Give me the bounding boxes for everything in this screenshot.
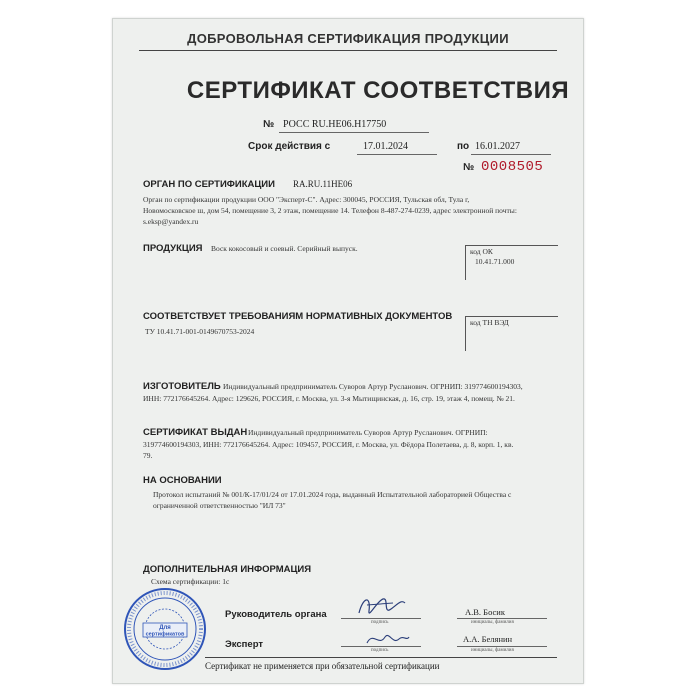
organ-label: ОРГАН ПО СЕРТИФИКАЦИИ bbox=[143, 179, 275, 190]
expert-name: А.А. Белянин bbox=[463, 634, 513, 644]
certificate-sheet bbox=[112, 18, 584, 684]
certificate-title: СЕРТИФИКАТ СООТВЕТСТВИЯ bbox=[186, 77, 570, 104]
product-label: ПРОДУКЦИЯ bbox=[143, 243, 203, 254]
header-divider bbox=[139, 50, 557, 51]
ok-code-label: код ОК bbox=[470, 247, 493, 256]
expert-name-caption: инициалы, фамилия bbox=[471, 648, 514, 653]
validity-label: Срок действия с bbox=[248, 141, 331, 152]
head-name-caption: инициалы, фамилия bbox=[471, 620, 514, 625]
stamp-text-2: сертификатов bbox=[145, 631, 185, 638]
norms-value: ТУ 10.41.71-001-0149670753-2024 bbox=[145, 327, 255, 336]
organ-line-3: s.eksp@yandex.ru bbox=[143, 217, 199, 226]
manufacturer-line-2: ИНН: 772176645264. Адрес: 129626, РОССИЯ, г. Москва, ул. 3-я Мытищинская, д. 16, стр. 19, этаж 4, помещ. № 21. bbox=[143, 394, 515, 403]
reg-underline bbox=[279, 132, 429, 133]
norms-label: СООТВЕТСТВУЕТ ТРЕБОВАНИЯМ НОРМАТИВНЫХ ДОКУМЕНТОВ bbox=[143, 311, 453, 322]
head-label: Руководитель органа bbox=[225, 609, 327, 620]
validity-to-underline bbox=[471, 154, 551, 155]
issued-label: СЕРТИФИКАТ ВЫДАН bbox=[143, 427, 248, 438]
extra-info-value: Схема сертификации: 1с bbox=[151, 577, 230, 586]
basis-label: НА ОСНОВАНИИ bbox=[143, 475, 222, 486]
reg-number-value: РОСС RU.НЕ06.Н17750 bbox=[283, 119, 387, 130]
serial-number: 0008505 bbox=[481, 159, 544, 175]
expert-label: Эксперт bbox=[225, 639, 264, 650]
basis-line-2: ограниченной ответственностью "ИЛ 73" bbox=[153, 501, 286, 510]
validity-to-label: по bbox=[457, 141, 470, 152]
head-name-line bbox=[457, 618, 547, 619]
issued-line-2: 319774600194303, ИНН: 772176645264. Адрес: 109457, РОССИЯ, г. Москва, ул. Фёдора Полетаева, д. 8, корп. 1, кв. bbox=[143, 440, 514, 449]
head-signature bbox=[353, 591, 413, 625]
ok-code-value: 10.41.71.000 bbox=[475, 257, 515, 266]
validity-from-underline bbox=[357, 154, 437, 155]
expert-signature-caption: подпись bbox=[371, 648, 389, 653]
head-signature-caption: подпись bbox=[371, 620, 389, 625]
manufacturer-line-1: Индивидуальный предприниматель Суворов Артур Русланович. ОГРНИП: 319774600194303, bbox=[223, 382, 523, 391]
organ-code: RA.RU.11НЕ06 bbox=[293, 179, 353, 189]
head-name: А.В. Босик bbox=[465, 607, 505, 617]
reg-number-label: № bbox=[263, 119, 275, 130]
manufacturer-label: ИЗГОТОВИТЕЛЬ bbox=[143, 381, 221, 392]
header-title: ДОБРОВОЛЬНАЯ СЕРТИФИКАЦИЯ ПРОДУКЦИИ bbox=[187, 31, 509, 46]
validity-from: 17.01.2024 bbox=[363, 141, 408, 152]
validity-to: 16.01.2027 bbox=[475, 141, 520, 152]
expert-signature bbox=[363, 627, 413, 651]
issued-line-1: Индивидуальный предприниматель Суворов Артур Русланович. ОГРНИП: bbox=[248, 428, 488, 437]
issued-line-3: 79. bbox=[143, 451, 153, 460]
organ-line-2: Новомосковское ш, дом 54, помещение 3, 2 этаж, помещение 14. Телефон 8-487-274-0239, адрес электронной почты: bbox=[143, 206, 517, 215]
tnved-label: код ТН ВЭД bbox=[470, 318, 509, 327]
expert-name-line bbox=[457, 646, 547, 647]
stamp-text-1: Для bbox=[159, 625, 171, 631]
serial-label: № bbox=[463, 162, 475, 173]
organ-line-1: Орган по сертификации продукции ООО "Эксперт-С". Адрес: 300045, РОССИЯ, Тульская обл, Тула г, bbox=[143, 195, 470, 204]
extra-info-label: ДОПОЛНИТЕЛЬНАЯ ИНФОРМАЦИЯ bbox=[143, 564, 312, 575]
certification-stamp bbox=[123, 587, 207, 671]
footer-note: Сертификат не применяется при обязательной сертификации bbox=[205, 661, 440, 671]
product-value: Воск кокосовый и соевый. Серийный выпуск. bbox=[211, 244, 358, 253]
footer-divider bbox=[205, 657, 557, 658]
basis-line-1: Протокол испытаний № 001/К-17/01/24 от 17.01.2024 года, выданный Испытательной лабораторией Общества с bbox=[153, 490, 512, 499]
